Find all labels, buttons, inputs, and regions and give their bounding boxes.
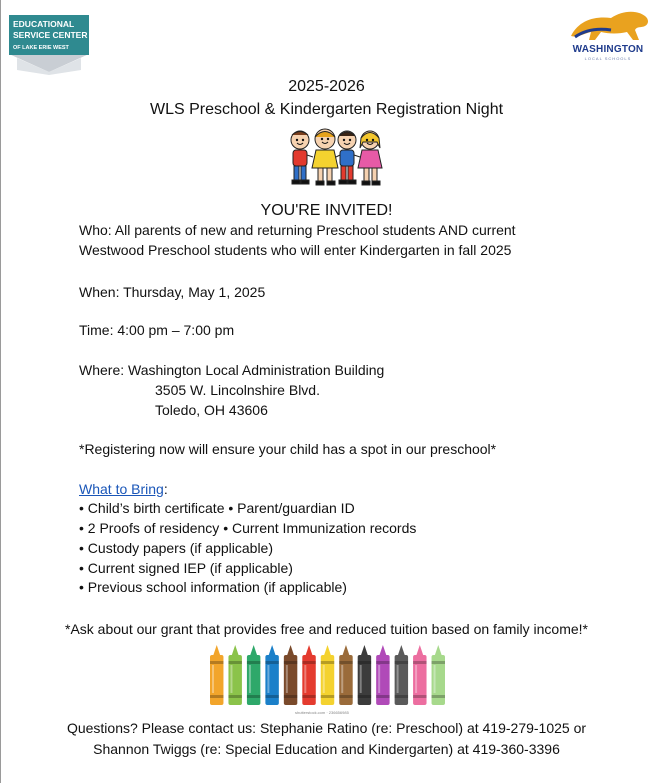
what-to-bring-colon: : [163, 481, 168, 497]
crayon [358, 645, 371, 705]
washington-wordmark: WASHINGTON [572, 44, 644, 55]
invite-heading: YOU'RE INVITED! [260, 202, 393, 219]
esc-line-1: EDUCATIONAL [13, 19, 75, 29]
crayon [265, 645, 278, 705]
bring-item: • Custody papers (if applicable) [79, 540, 273, 556]
crayon [321, 645, 334, 705]
what-to-bring-link[interactable]: What to Bring [79, 481, 164, 497]
crayon [284, 645, 297, 705]
panther-icon [565, 6, 651, 44]
time-text: Time: 4:00 pm – 7:00 pm [79, 322, 235, 338]
who-line-1: Who: All parents of new and returning Preschool students AND current [79, 222, 516, 238]
crayon [432, 645, 445, 705]
contact-line-1: Questions? Please contact us: Stephanie Ratino (re: Preschool) at 419-279-1025 or [66, 720, 587, 736]
crayon [247, 645, 260, 705]
crayon [302, 645, 315, 705]
bring-item: • Previous school information (if applicable) [79, 579, 347, 595]
when-text: When: Thursday, May 1, 2025 [79, 284, 266, 300]
esc-line-3: OF LAKE ERIE WEST [13, 45, 69, 51]
where-label: Where: Washington Local Administration Building [79, 362, 385, 378]
esc-line-2: SERVICE CENTER [13, 30, 88, 40]
esc-logo [9, 12, 89, 75]
bring-item: • Child’s birth certificate • Parent/guardian ID [79, 500, 355, 516]
crayon-credit: shutterstock.com · 236656985 [295, 710, 349, 715]
crayon [376, 645, 389, 705]
washington-logo [565, 6, 651, 62]
contact-line-2: Shannon Twiggs (re: Special Education and Kindergarten) at 419-360-3396 [93, 741, 560, 757]
crayon [339, 645, 352, 705]
register-note: *Registering now will ensure your child has a spot in our preschool* [79, 441, 497, 457]
crayon [395, 645, 408, 705]
where-street: 3505 W. Lincolnshire Blvd. [155, 382, 320, 398]
school-year: 2025-2026 [288, 78, 365, 95]
who-line-2: Westwood Preschool students who will enter Kindergarten in fall 2025 [79, 242, 512, 258]
children-holding-hands-illustration [283, 128, 387, 190]
bring-item: • 2 Proofs of residency • Current Immunization records [79, 520, 417, 536]
crayon [210, 645, 223, 705]
crayon [228, 645, 241, 705]
page-title: WLS Preschool & Kindergarten Registration Night [149, 101, 504, 118]
crayons-illustration [207, 645, 447, 707]
what-to-bring-heading [79, 480, 168, 498]
washington-subtitle: LOCAL SCHOOLS [584, 56, 632, 61]
crayon [413, 645, 426, 705]
grant-note: *Ask about our grant that provides free and reduced tuition based on family income!* [65, 621, 588, 637]
where-city: Toledo, OH 43606 [155, 402, 268, 418]
bring-item: • Current signed IEP (if applicable) [79, 560, 293, 576]
